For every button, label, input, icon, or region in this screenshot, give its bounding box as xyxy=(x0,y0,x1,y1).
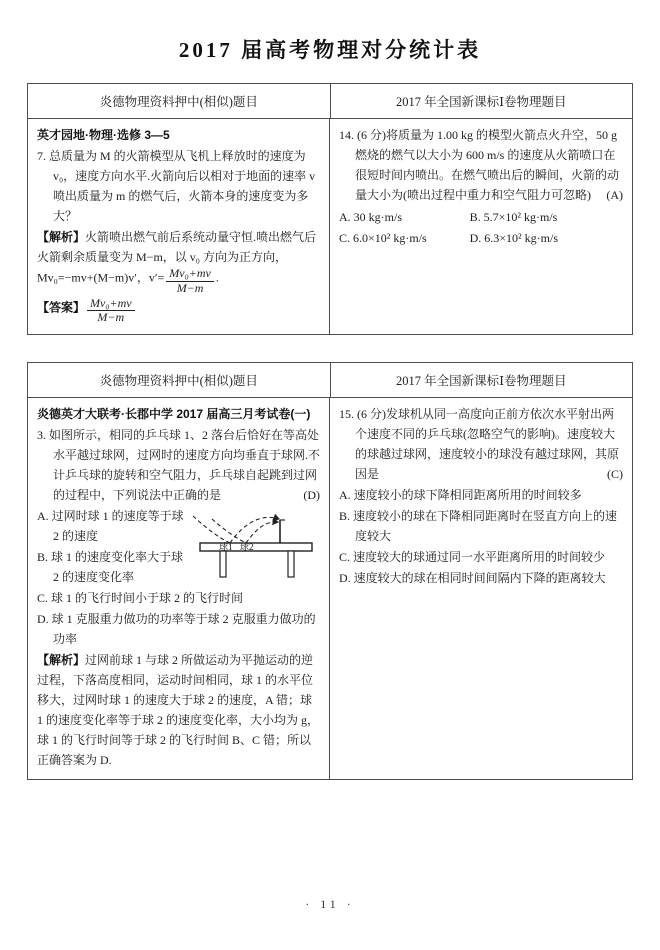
analysis-period: . xyxy=(215,270,219,285)
option-d: D. 速度较大的球在相同时间间隔内下降的距离较大 xyxy=(339,571,606,585)
table2-header-right: 2017 年全国新课标Ⅰ卷物理题目 xyxy=(330,363,633,397)
option-c: C. 球 1 的飞行时间小于球 2 的飞行时间 xyxy=(37,591,244,605)
question-text: (6 分)将质量为 1.00 kg 的模型火箭点火升空，50 g 燃烧的燃气以大小为 600 m/s 的速度从火箭喷口在很短时间内喷出。在燃气喷出后的瞬间，火箭的动量大小为(喷出过程中重力和空气阻力可忽略) xyxy=(355,128,620,202)
comparison-table-2 xyxy=(27,362,633,780)
table1-header-right: 2017 年全国新课标Ⅰ卷物理题目 xyxy=(330,84,633,118)
analysis-text: 过网前球 1 与球 2 所做运动为平抛运动的逆过程，下落高度相同，运动时间相同，球 1 的水平位移大，过网时球 1 的速度大于球 2 的速度，A 错；球 1 的速度变化率等于球 2 的速度变化率，大小均为 g，球 1 的飞行时间等于球 2 的飞行时间 B、C 错；所以正确答案为 D. xyxy=(37,653,320,767)
analysis-label: 【解析】 xyxy=(37,230,86,244)
option-a: A. 过网时球 1 的速度等于球 2 的速度 xyxy=(37,509,184,543)
option-d: D. 球 1 克服重力做功的功率等于球 2 克服重力做功的功率 xyxy=(37,612,316,646)
table-leg-right xyxy=(288,551,294,577)
option-c: C. 速度较大的球通过同一水平距离所用的时间较少 xyxy=(339,550,606,564)
answer-label: 【答案】 xyxy=(37,300,86,315)
option-b: B. 速度较小的球在下降相同距离时在竖直方向上的速度较大 xyxy=(339,509,618,543)
table2-left-analysis xyxy=(37,650,320,770)
table2-right-options xyxy=(339,485,623,588)
option-d: D. 6.3×10² kg·m/s xyxy=(469,231,558,245)
question-number: 14. xyxy=(339,128,354,142)
table-leg-left xyxy=(220,551,226,577)
answer-fraction-denominator: M−m xyxy=(97,310,125,325)
table1-left-answer xyxy=(37,297,320,326)
table1-body-row xyxy=(28,119,632,334)
table2-right-question: 15. (6 分)发球机从同一高度向正前方依次水平射出两个速度不同的乒乓球(忽略空气的影响)。速度较大的球越过球网，速度较小的球没有越过球网，其原因是 (C) xyxy=(339,407,623,481)
answer-fraction-numerator: Mv₀+mv xyxy=(87,297,135,312)
answer-fraction xyxy=(87,297,135,326)
question-number: 7. xyxy=(37,149,46,163)
fraction-numerator: Mv₀+mv xyxy=(166,267,214,282)
question-text: 如图所示，相同的乒乓球 1、2 落台后恰好在等高处水平越过球网，过网时的速度方向均垂直于球网.不计乒乓球的旋转和空气阻力，乒乓球自起跳到过网的过程中，下列说法中正确的是 xyxy=(49,428,321,502)
ball1-rebound-path xyxy=(230,517,279,543)
question-number: 3. xyxy=(37,428,46,442)
velocity-fraction xyxy=(166,267,214,296)
answer-letter: (A) xyxy=(606,188,623,202)
table2-body-row xyxy=(28,398,632,779)
tabletop xyxy=(200,543,312,551)
page-number: · 11 · xyxy=(305,897,355,911)
option-b: B. 5.7×10² kg·m/s xyxy=(469,210,558,224)
option-a: A. 速度较小的球下降相同距离所用的时间较多 xyxy=(339,488,582,502)
table2-left-cell xyxy=(28,398,330,779)
table1-left-source: 英才园地·物理·选修 3—5 xyxy=(37,128,170,142)
table1-header-left: 炎德物理资料押中(相似)题目 xyxy=(99,95,258,109)
analysis-label: 【解析】 xyxy=(37,653,86,667)
table1-right-cell xyxy=(330,119,632,334)
pingpong-table-figure xyxy=(192,506,320,580)
ball1-label: 球1 xyxy=(219,542,233,552)
table2-header-left: 炎德物理资料押中(相似)题目 xyxy=(99,374,258,388)
question-text: (6 分)发球机从同一高度向正前方依次水平射出两个速度不同的乒乓球(忽略空气的影响)。速度较大的球越过球网，速度较小的球没有越过球网，其原因是 xyxy=(355,407,620,481)
ball2-label: 球2 xyxy=(240,542,254,552)
option-c: C. 6.0×10² kg·m/s xyxy=(339,231,427,245)
table2-left-question xyxy=(37,425,320,505)
table1-right-options xyxy=(339,207,623,249)
comparison-table-1 xyxy=(27,83,633,335)
fraction-denominator: M−m xyxy=(176,280,204,295)
analysis-text: 火箭喷出燃气前后系统动量守恒.喷出燃气后火箭剩余质量变为 M−m，以 v₀ 方向为正方向，Mv₀=−mv+(M−m)v′，v′= xyxy=(37,230,317,285)
ball2-rebound-path xyxy=(246,522,278,543)
question-text: 总质量为 M 的火箭模型从飞机上释放时的速度为 v₀，速度方向水平.火箭向后以相对于地面的速率 v 喷出质量为 m 的燃气后，火箭本身的速度变为多大？ xyxy=(49,149,316,223)
page-title: 2017 届高考物理对分统计表 xyxy=(178,38,482,62)
table2-right-cell xyxy=(330,398,632,779)
table1-left-analysis xyxy=(37,227,320,296)
ball2-descent-path xyxy=(212,519,246,543)
pingpong-table-drawing xyxy=(192,506,320,580)
option-a: A. 30 kg·m/s xyxy=(339,210,402,224)
table1-right-question xyxy=(339,125,623,205)
table1-left-cell xyxy=(28,119,330,334)
table1-left-question xyxy=(37,146,320,226)
answer-letter: (D) xyxy=(303,488,320,502)
table2-left-options-block xyxy=(37,506,320,650)
table2-left-source: 炎德英才大联考·长郡中学 2017 届高三月考试卷(一) xyxy=(37,407,311,421)
table2-header-row xyxy=(28,363,632,398)
table1-header-row xyxy=(28,84,632,119)
option-b: B. 球 1 的速度变化率大于球 2 的速度变化率 xyxy=(37,550,184,584)
question-number: 15. xyxy=(339,407,354,421)
